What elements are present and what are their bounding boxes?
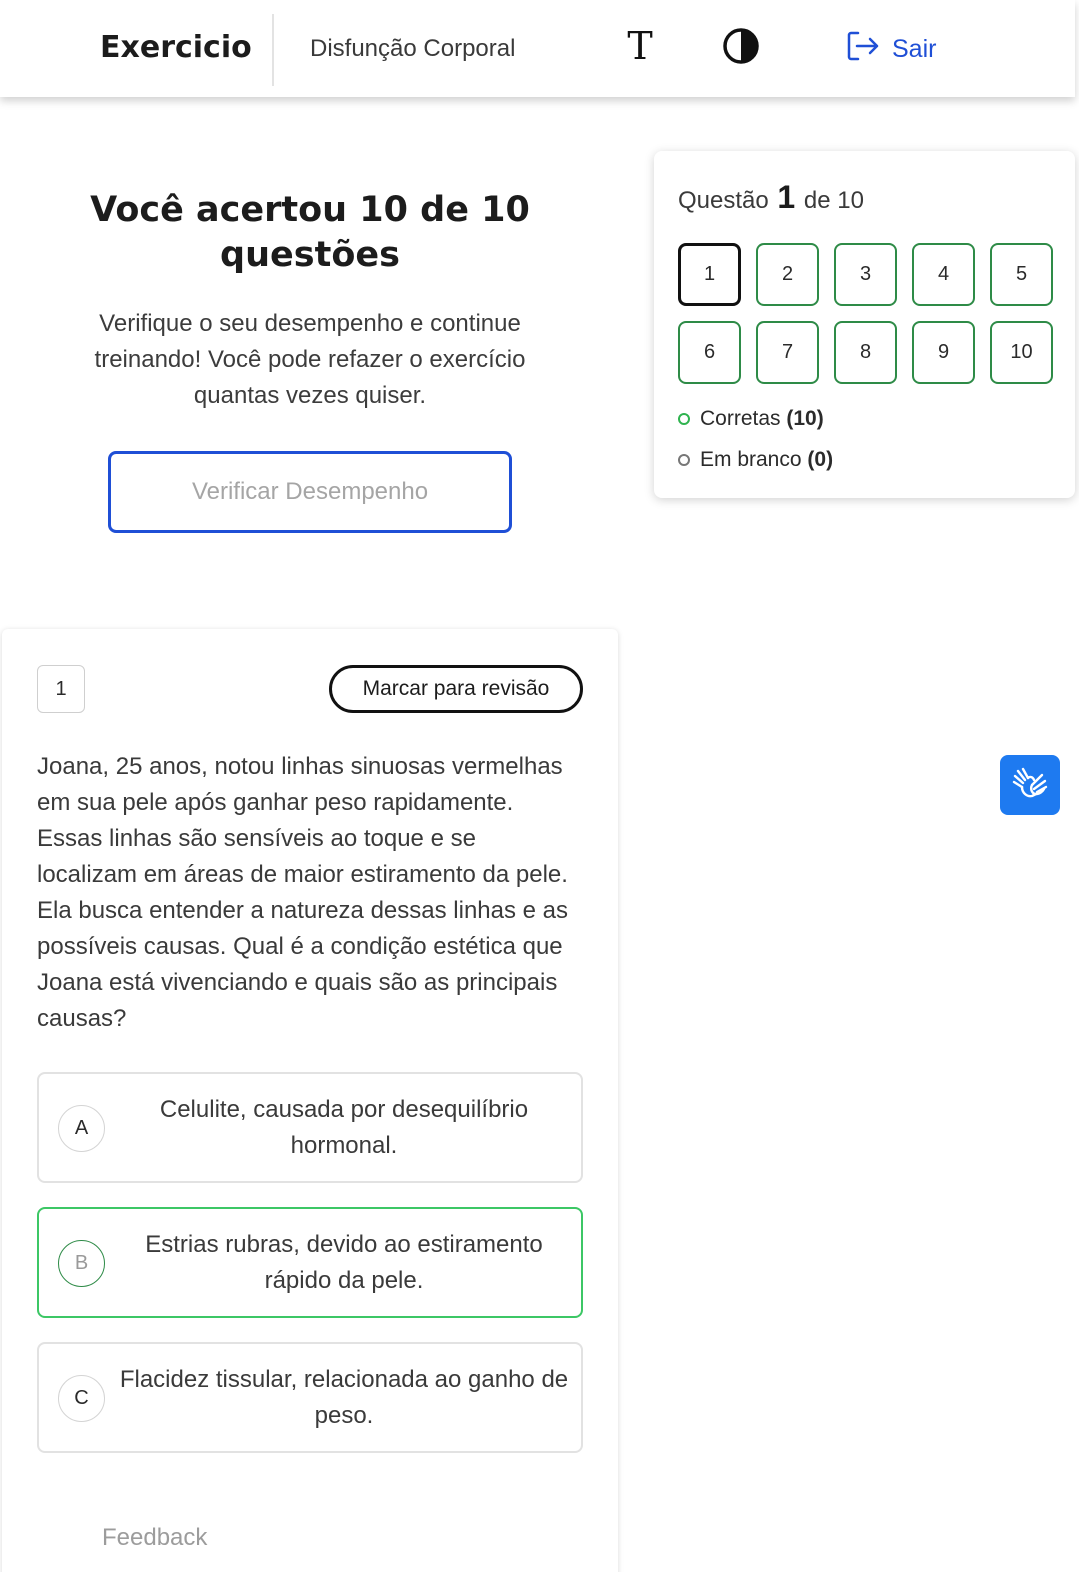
question-grid [678,243,1053,384]
option-text: Celulite, causada por desequilíbrio hormonal. [159,1096,529,1159]
blank-dot-icon [678,454,690,466]
mark-for-review-button[interactable]: Marcar para revisão [329,665,583,713]
question-button-10[interactable]: 10 [990,321,1053,384]
subject-title: Disfunção Corporal [310,35,516,62]
option-a[interactable] [37,1072,583,1183]
question-card [2,629,618,1572]
option-b[interactable] [37,1207,583,1318]
navigator-heading-suffix: de 10 [803,187,864,214]
sign-language-button[interactable] [1000,755,1060,815]
legend-blank-label: Em branco [700,448,802,471]
option-c[interactable] [37,1342,583,1453]
option-letter: C [58,1375,105,1422]
result-description: Verifique o seu desempenho e continue treinando! Você pode refazer o exercício quantas vezes quiser. [94,310,526,409]
option-text: Estrias rubras, devido ao estiramento rápido da pele. [145,1231,543,1294]
result-title: Você acertou 10 de 10 questões [90,190,530,275]
question-text: Joana, 25 anos, notou linhas sinuosas vermelhas em sua pele após ganhar peso rapidamente. Essas linhas são sensíveis ao toque e se localizam em áreas de maior estiramento da pele. Ela busca entender a natureza dessas linhas e as possíveis causas. Qual é a condição estética que Joana está vivenciando e quais são as principais causas? [37,753,569,1032]
navigator-heading-prefix: Questão [678,187,769,214]
header-divider [272,14,274,86]
question-button-1[interactable]: 1 [678,243,741,306]
top-header [0,0,1075,97]
logout-icon [846,30,880,69]
question-button-3[interactable]: 3 [834,243,897,306]
legend-correct-label: Corretas [700,407,781,430]
question-button-6[interactable]: 6 [678,321,741,384]
option-letter: B [58,1240,105,1287]
contrast-icon[interactable] [722,27,760,65]
question-button-2[interactable]: 2 [756,243,819,306]
question-button-4[interactable]: 4 [912,243,975,306]
question-navigator [654,151,1075,498]
legend-correct [678,407,824,431]
option-text: Flacidez tissular, relacionada ao ganho de peso. [119,1366,569,1429]
correct-dot-icon [678,413,690,425]
text-size-icon[interactable]: T [627,24,653,68]
question-number-badge: 1 [37,665,85,713]
verify-performance-button[interactable]: Verificar Desempenho [108,451,512,533]
current-question-number: 1 [777,179,796,215]
sign-language-hands-icon [1010,763,1050,808]
navigator-heading [678,179,864,216]
option-letter: A [58,1105,105,1152]
feedback-link[interactable]: Feedback [102,1524,208,1551]
question-button-8[interactable]: 8 [834,321,897,384]
question-button-5[interactable]: 5 [990,243,1053,306]
question-button-7[interactable]: 7 [756,321,819,384]
app-title: Exercicio [100,30,252,65]
legend-blank-count: (0) [807,448,834,471]
legend-correct-count: (10) [786,407,824,430]
exit-label: Sair [892,34,937,63]
legend-blank [678,448,833,472]
question-button-9[interactable]: 9 [912,321,975,384]
exit-button[interactable] [846,30,936,68]
